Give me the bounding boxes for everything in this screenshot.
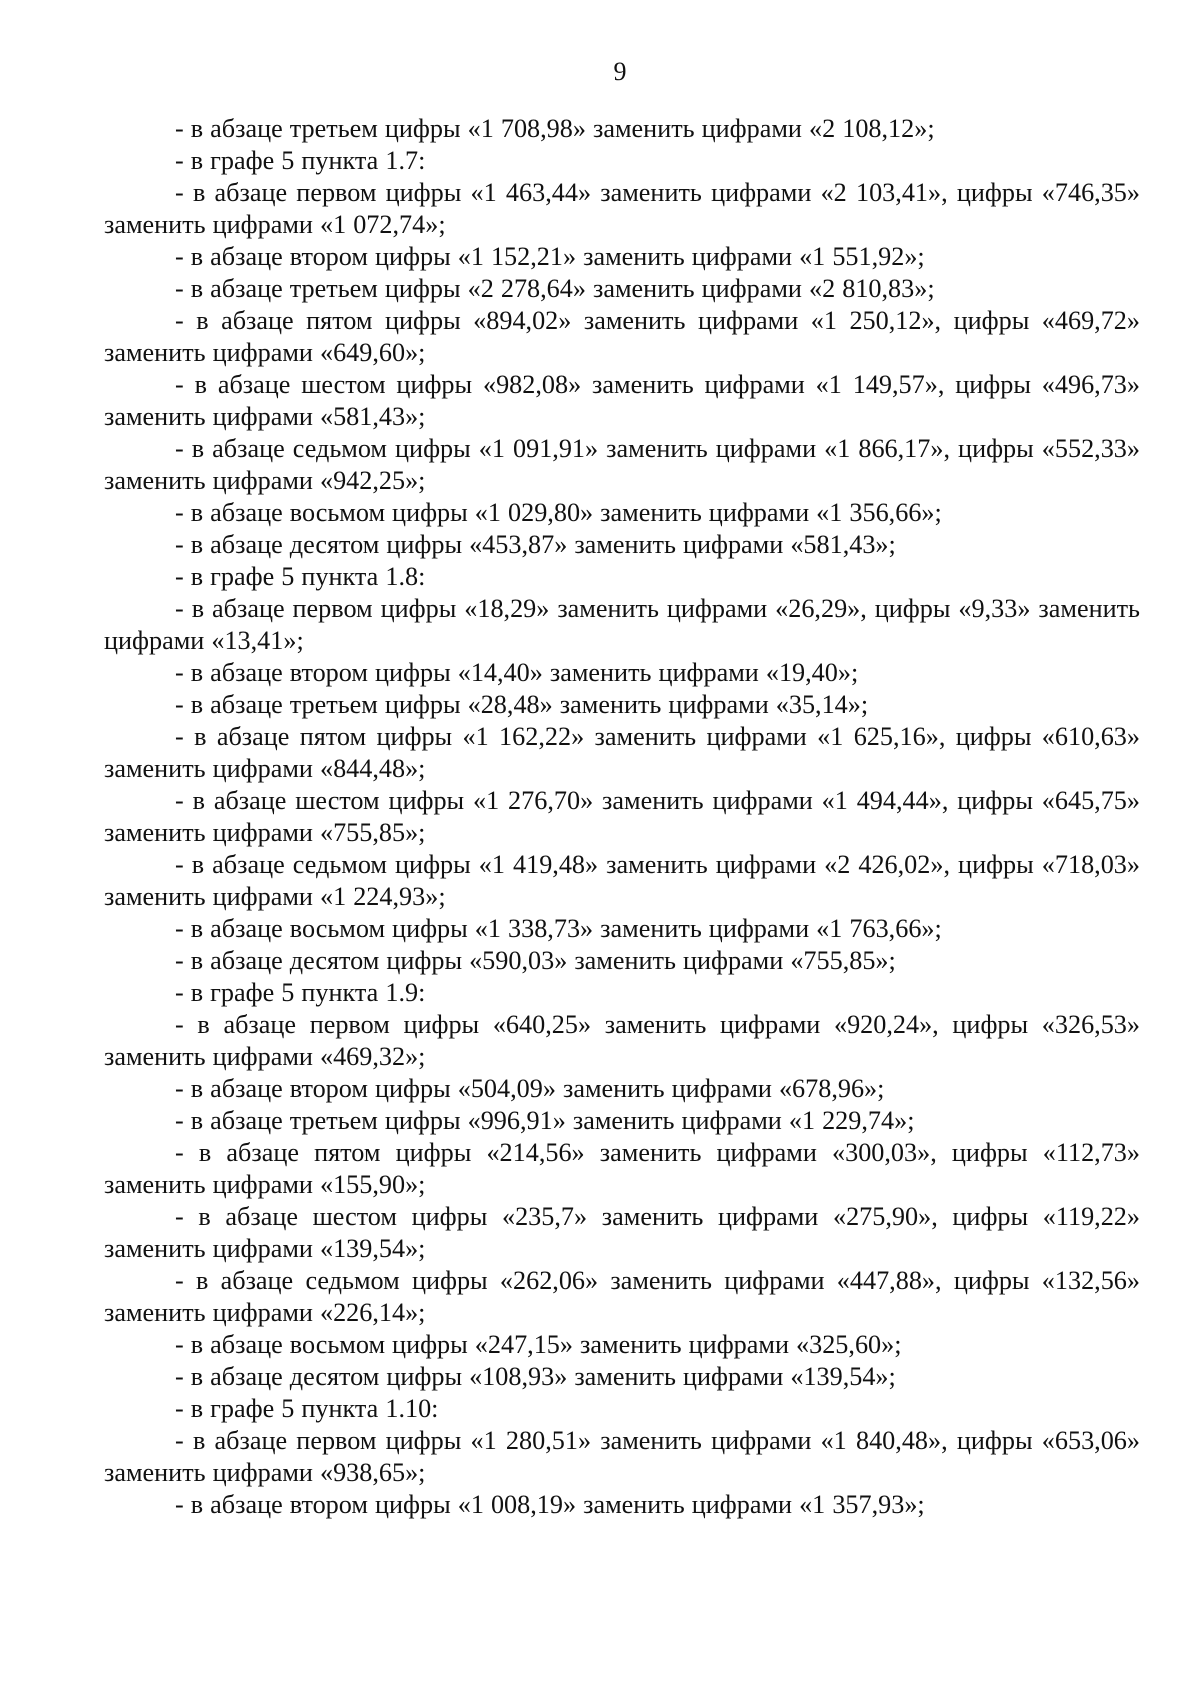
paragraph: - в графе 5 пункта 1.9:: [175, 978, 426, 1007]
paragraph: - в графе 5 пункта 1.10:: [175, 1394, 439, 1423]
paragraph: - в абзаце седьмом цифры «1 091,91» заменить цифрами «1 866,17», цифры «552,33» заменить цифрами «942,25»;: [104, 434, 1140, 495]
paragraph: - в абзаце втором цифры «1 008,19» заменить цифрами «1 357,93»;: [175, 1490, 925, 1519]
paragraph: - в абзаце шестом цифры «235,7» заменить цифрами «275,90», цифры «119,22» заменить цифрами «139,54»;: [104, 1202, 1140, 1263]
paragraph: - в абзаце первом цифры «1 280,51» заменить цифрами «1 840,48», цифры «653,06» заменить цифрами «938,65»;: [104, 1426, 1140, 1487]
paragraph: - в абзаце седьмом цифры «262,06» заменить цифрами «447,88», цифры «132,56» заменить цифрами «226,14»;: [104, 1266, 1140, 1327]
paragraph: - в абзаце пятом цифры «894,02» заменить цифрами «1 250,12», цифры «469,72» заменить цифрами «649,60»;: [104, 306, 1140, 367]
paragraph: - в графе 5 пункта 1.7:: [175, 146, 426, 175]
paragraph: - в абзаце десятом цифры «590,03» заменить цифрами «755,85»;: [175, 946, 896, 975]
paragraph: - в абзаце третьем цифры «2 278,64» заменить цифрами «2 810,83»;: [175, 274, 935, 303]
paragraph: - в абзаце десятом цифры «108,93» заменить цифрами «139,54»;: [175, 1362, 896, 1391]
paragraph: - в абзаце втором цифры «504,09» заменить цифрами «678,96»;: [175, 1074, 885, 1103]
paragraph: - в абзаце шестом цифры «1 276,70» заменить цифрами «1 494,44», цифры «645,75» заменить цифрами «755,85»;: [104, 786, 1140, 847]
paragraph: - в абзаце восьмом цифры «1 338,73» заменить цифрами «1 763,66»;: [175, 914, 942, 943]
paragraph: - в абзаце третьем цифры «28,48» заменить цифрами «35,14»;: [175, 690, 869, 719]
paragraph: - в абзаце первом цифры «1 463,44» заменить цифрами «2 103,41», цифры «746,35» заменить цифрами «1 072,74»;: [104, 178, 1140, 239]
paragraph: - в абзаце восьмом цифры «1 029,80» заменить цифрами «1 356,66»;: [175, 498, 942, 527]
paragraph: - в абзаце первом цифры «640,25» заменить цифрами «920,24», цифры «326,53» заменить цифрами «469,32»;: [104, 1010, 1140, 1071]
paragraph: - в абзаце десятом цифры «453,87» заменить цифрами «581,43»;: [175, 530, 896, 559]
paragraph: - в абзаце пятом цифры «1 162,22» заменить цифрами «1 625,16», цифры «610,63» заменить цифрами «844,48»;: [104, 722, 1140, 783]
paragraph: - в абзаце втором цифры «14,40» заменить цифрами «19,40»;: [175, 658, 859, 687]
paragraph: - в абзаце третьем цифры «996,91» заменить цифрами «1 229,74»;: [175, 1106, 915, 1135]
paragraph: - в абзаце восьмом цифры «247,15» заменить цифрами «325,60»;: [175, 1330, 902, 1359]
paragraph: - в абзаце первом цифры «18,29» заменить цифрами «26,29», цифры «9,33» заменить цифрами «13,41»;: [104, 594, 1140, 655]
document-body: [104, 113, 1140, 1521]
paragraph: - в абзаце втором цифры «1 152,21» заменить цифрами «1 551,92»;: [175, 242, 925, 271]
page-number: 9: [613, 57, 627, 86]
paragraph: - в графе 5 пункта 1.8:: [175, 562, 426, 591]
paragraph: - в абзаце третьем цифры «1 708,98» заменить цифрами «2 108,12»;: [175, 114, 935, 143]
paragraph: - в абзаце седьмом цифры «1 419,48» заменить цифрами «2 426,02», цифры «718,03» заменить цифрами «1 224,93»;: [104, 850, 1140, 911]
paragraph: - в абзаце пятом цифры «214,56» заменить цифрами «300,03», цифры «112,73» заменить цифрами «155,90»;: [104, 1138, 1140, 1199]
paragraph: - в абзаце шестом цифры «982,08» заменить цифрами «1 149,57», цифры «496,73» заменить цифрами «581,43»;: [104, 370, 1140, 431]
